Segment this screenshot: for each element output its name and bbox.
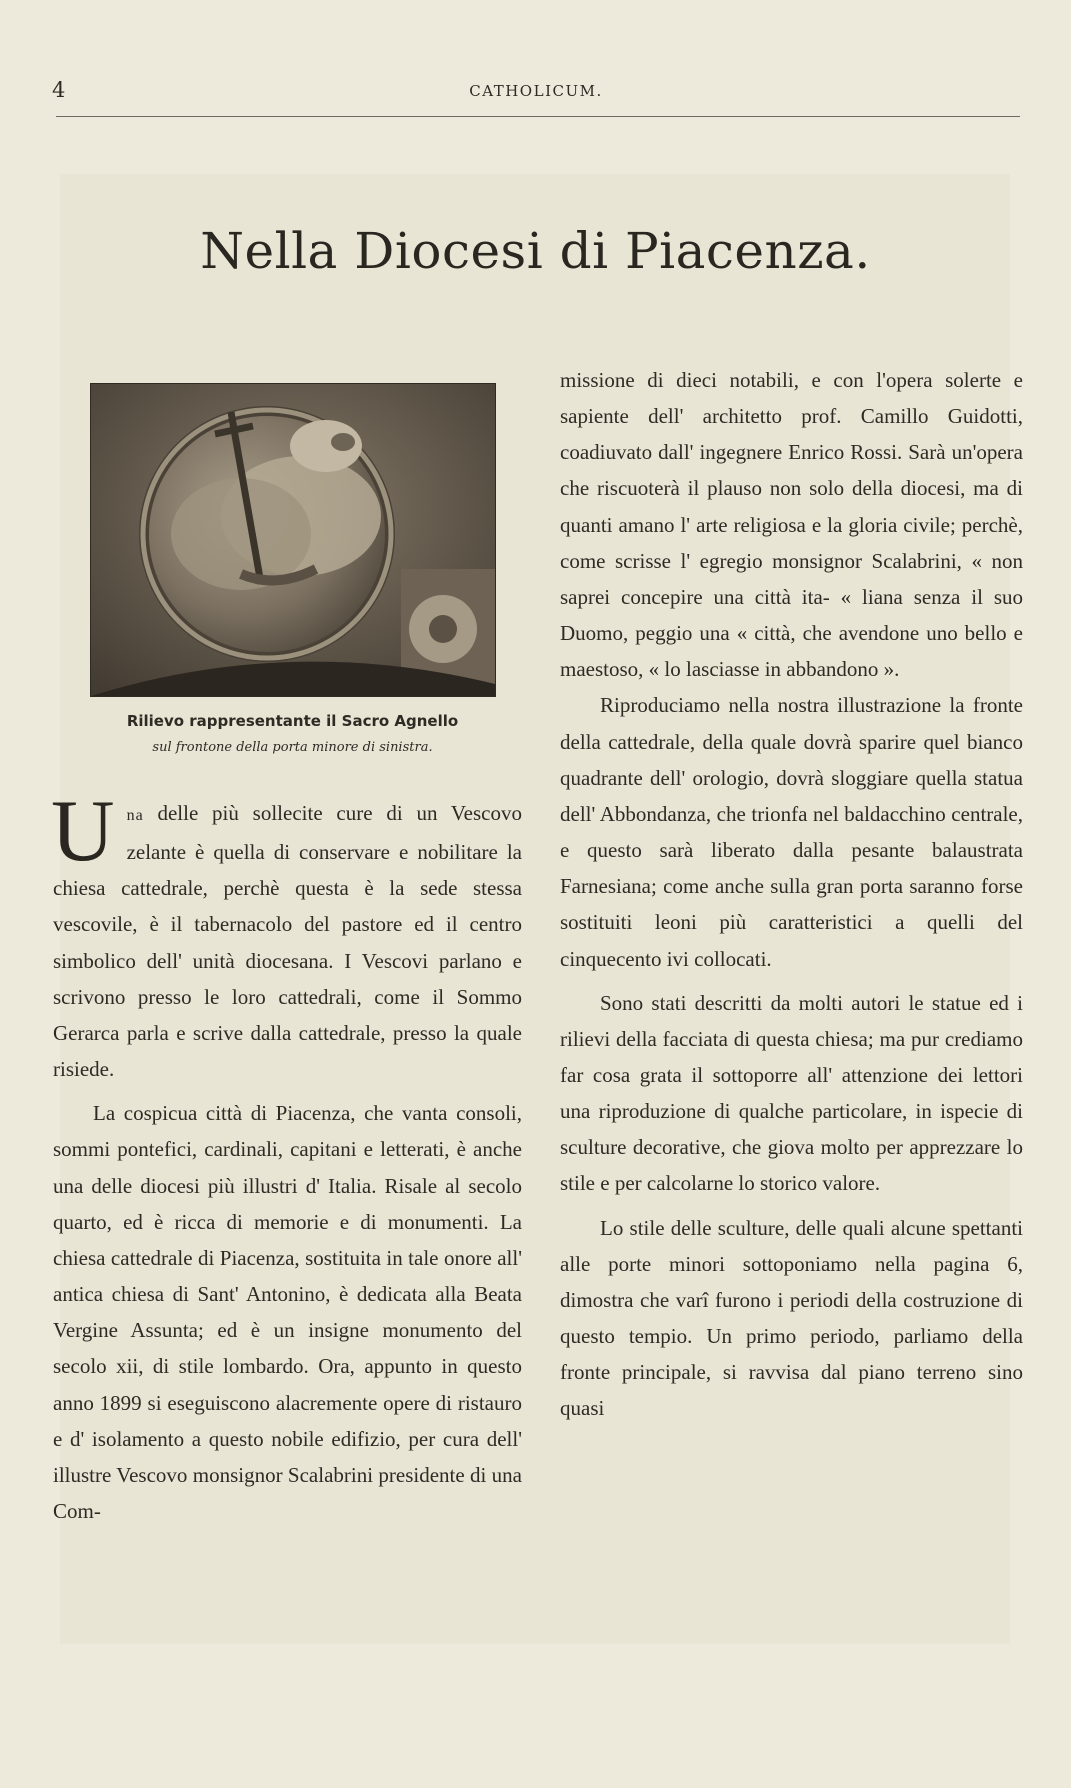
paragraph: Riproduciamo nella nostra illustrazione la fronte della cattedrale, della quale dovrà sparire quel bianco quadrante dell' orologio, dovrà sloggiare quella statua dell' Abbondanza, che trionfa nel baldacchino centrale, e questo sarà liberato dalla pesante balaustrata Farnesiana; come anche sulla gran porta saranno forse sostituiti leoni più caratteristici a quelli del cinquecento ivi collocati. bbox=[560, 693, 1023, 971]
paragraph: missione di dieci notabili, e con l'opera solerte e sapiente dell' architetto prof. Camillo Guidotti, coadiuvato dall' ingegnere Enrico Rossi. Sarà un'opera che riscuoterà il plauso non solo della diocesi, ma di quanti amano l' arte religiosa e la gloria civile; perchè, come scrisse l' egregio monsignor Scalabrini, « non saprei concepire una città ita- « liana senza il suo Duomo, peggio una « città, che avendone uno bello e maestoso, « lo lasciasse in abbandono ». bbox=[560, 368, 1023, 682]
header-rule bbox=[56, 116, 1020, 117]
paragraph-text: delle più sollecite cure di un Vescovo zelante è quella di conservare e nobilitare la chiesa cattedrale, perchè questa è la sede stessa vescovile, è il tabernacolo del pastore ed il centro simbolico dell' unità diocesana. I Vescovi parlano e scrivono presso le loro cattedrali, come il Sommo Gerarca parla e scrive dalla cattedrale, presso la quale risiede. bbox=[53, 801, 522, 1082]
right-column bbox=[560, 362, 1023, 1427]
figure-subcaption: sul frontone della porta minore di sinistra. bbox=[152, 740, 433, 755]
drop-cap: U bbox=[51, 783, 115, 880]
left-column bbox=[51, 783, 522, 1529]
paragraph bbox=[51, 783, 522, 1087]
page-header bbox=[52, 78, 1020, 108]
paragraph: Lo stile delle sculture, delle quali alcune spettanti alle porte minori sottoponiamo nella pagina 6, dimostra che varî furono i periodi della costruzione di questo tempio. Un primo periodo, parliamo della fronte principale, si ravvisa dal piano terreno sino quasi bbox=[560, 1215, 1023, 1421]
lamb-relief-image bbox=[90, 383, 496, 697]
paragraph: Sono stati descritti da molti autori le statue ed i rilievi della facciata di questa chiesa; ma pur crediamo far cosa grata il sottoporre all' attenzione dei lettori una riproduzione di qualche particolare, in ispecie di sculture decorative, che giova molto per apprezzare lo stile e per calcolarne lo storico valore. bbox=[560, 990, 1023, 1196]
page-number: 4 bbox=[52, 78, 66, 102]
lead-small-caps: na bbox=[126, 807, 144, 824]
running-title: CATHOLICUM. bbox=[469, 82, 603, 100]
article-title: Nella Diocesi di Piacenza. bbox=[200, 222, 871, 280]
paragraph: La cospicua città di Piacenza, che vanta consoli, sommi pontefici, cardinali, capitani e letterati, è anche una delle diocesi più illustri d' Italia. Risale al secolo quarto, ed è ricca di memorie e di monumenti. La chiesa cattedrale di Piacenza, sostituita in tale onore all' antica chiesa di Sant' Antonino, è dedicata alla Beata Vergine Assunta; ed è un insigne monumento del secolo xii, di stile lombardo. Ora, appunto in questo anno 1899 si eseguiscono alacremente opere di ristauro e d' isolamento a questo nobile edifizio, per cura dell' illustre Vescovo monsignor Scalabrini presidente di una Com- bbox=[53, 1101, 522, 1523]
lamb-relief-illustration bbox=[91, 384, 495, 696]
figure-caption: Rilievo rappresentante il Sacro Agnello bbox=[126, 712, 459, 730]
